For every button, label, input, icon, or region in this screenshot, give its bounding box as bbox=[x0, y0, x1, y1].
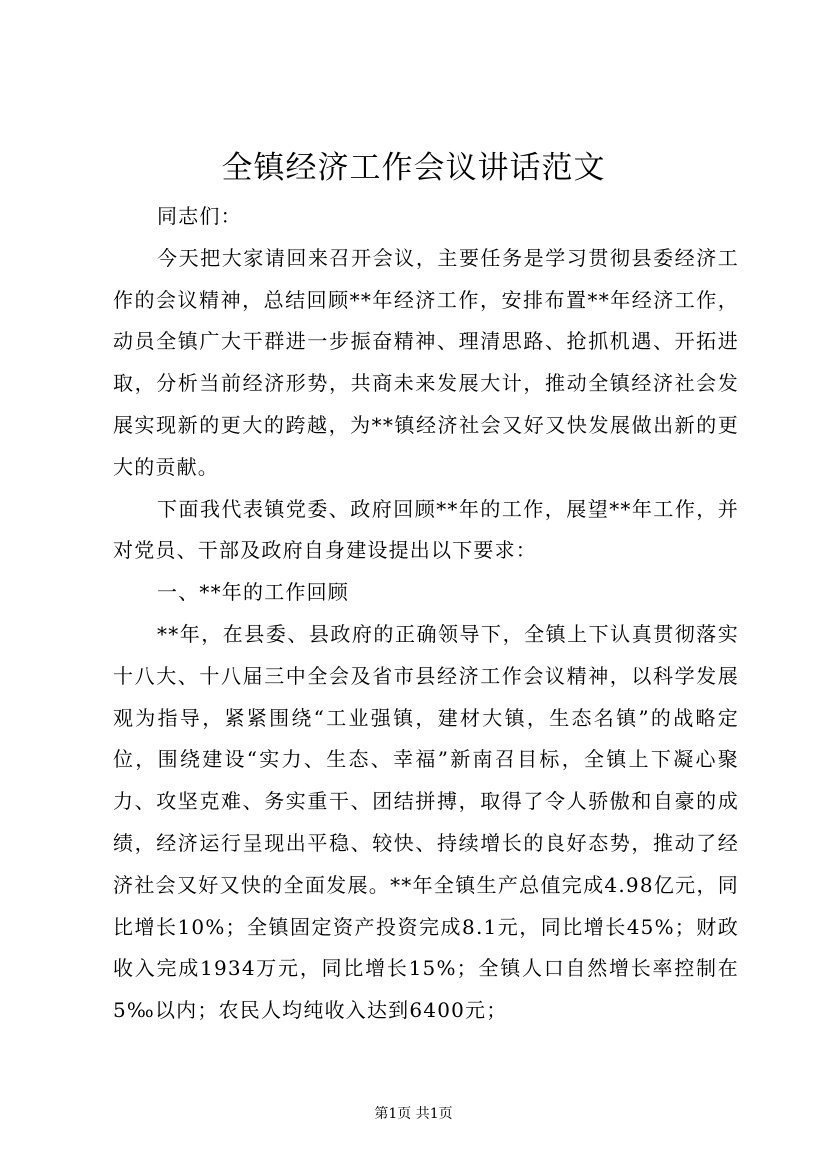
body-paragraph-intro: 今天把大家请回来召开会议，主要任务是学习贯彻县委经济工作的会议精神，总结回顾**年经济工作，安排布置**年经济工作，动员全镇广大干群进一步振奋精神、理清思路、抢抓机遇、开拓进取，分析当前经济形势，共商未来发展大计，推动全镇经济社会发展实现新的更大的跨越，为**镇经济社会又好又快发展做出新的更大的贡献。 bbox=[113, 245, 739, 479]
body-paragraph-outline: 下面我代表镇党委、政府回顾**年的工作，展望**年工作，并对党员、干部及政府自身建设提出以下要求： bbox=[113, 496, 739, 563]
page-footer bbox=[0, 1104, 827, 1124]
section-heading: 一、**年的工作回顾 bbox=[157, 580, 349, 605]
document-title: 全镇经济工作会议讲话范文 bbox=[221, 150, 606, 186]
page-number-label: 第1页 共1页 bbox=[374, 1106, 453, 1122]
salutation: 同志们： bbox=[157, 204, 242, 228]
section-paragraph: **年，在县委、县政府的正确领导下，全镇上下认真贯彻落实十八大、十八届三中全会及省市县经济工作会议精神，以科学发展观为指导，紧紧围绕“工业强镇，建材大镇，生态名镇”的战略定位，围绕建设“实力、生态、幸福”新南召目标，全镇上下凝心聚力、攻坚克难、务实重干、团结拼搏，取得了令人骄傲和自豪的成绩，经济运行呈现出平稳、较快、持续增长的良好态势，推动了经济社会又好又快的全面发展。**年全镇生产总值完成4.98亿元，同比增长10%；全镇固定资产投资完成8.1元，同比增长45%；财政收入完成1934万元，同比增长15%；全镇人口自然增长率控制在5‰以内；农民人均纯收入达到6400元； bbox=[113, 621, 739, 1023]
document-body bbox=[113, 196, 739, 1032]
